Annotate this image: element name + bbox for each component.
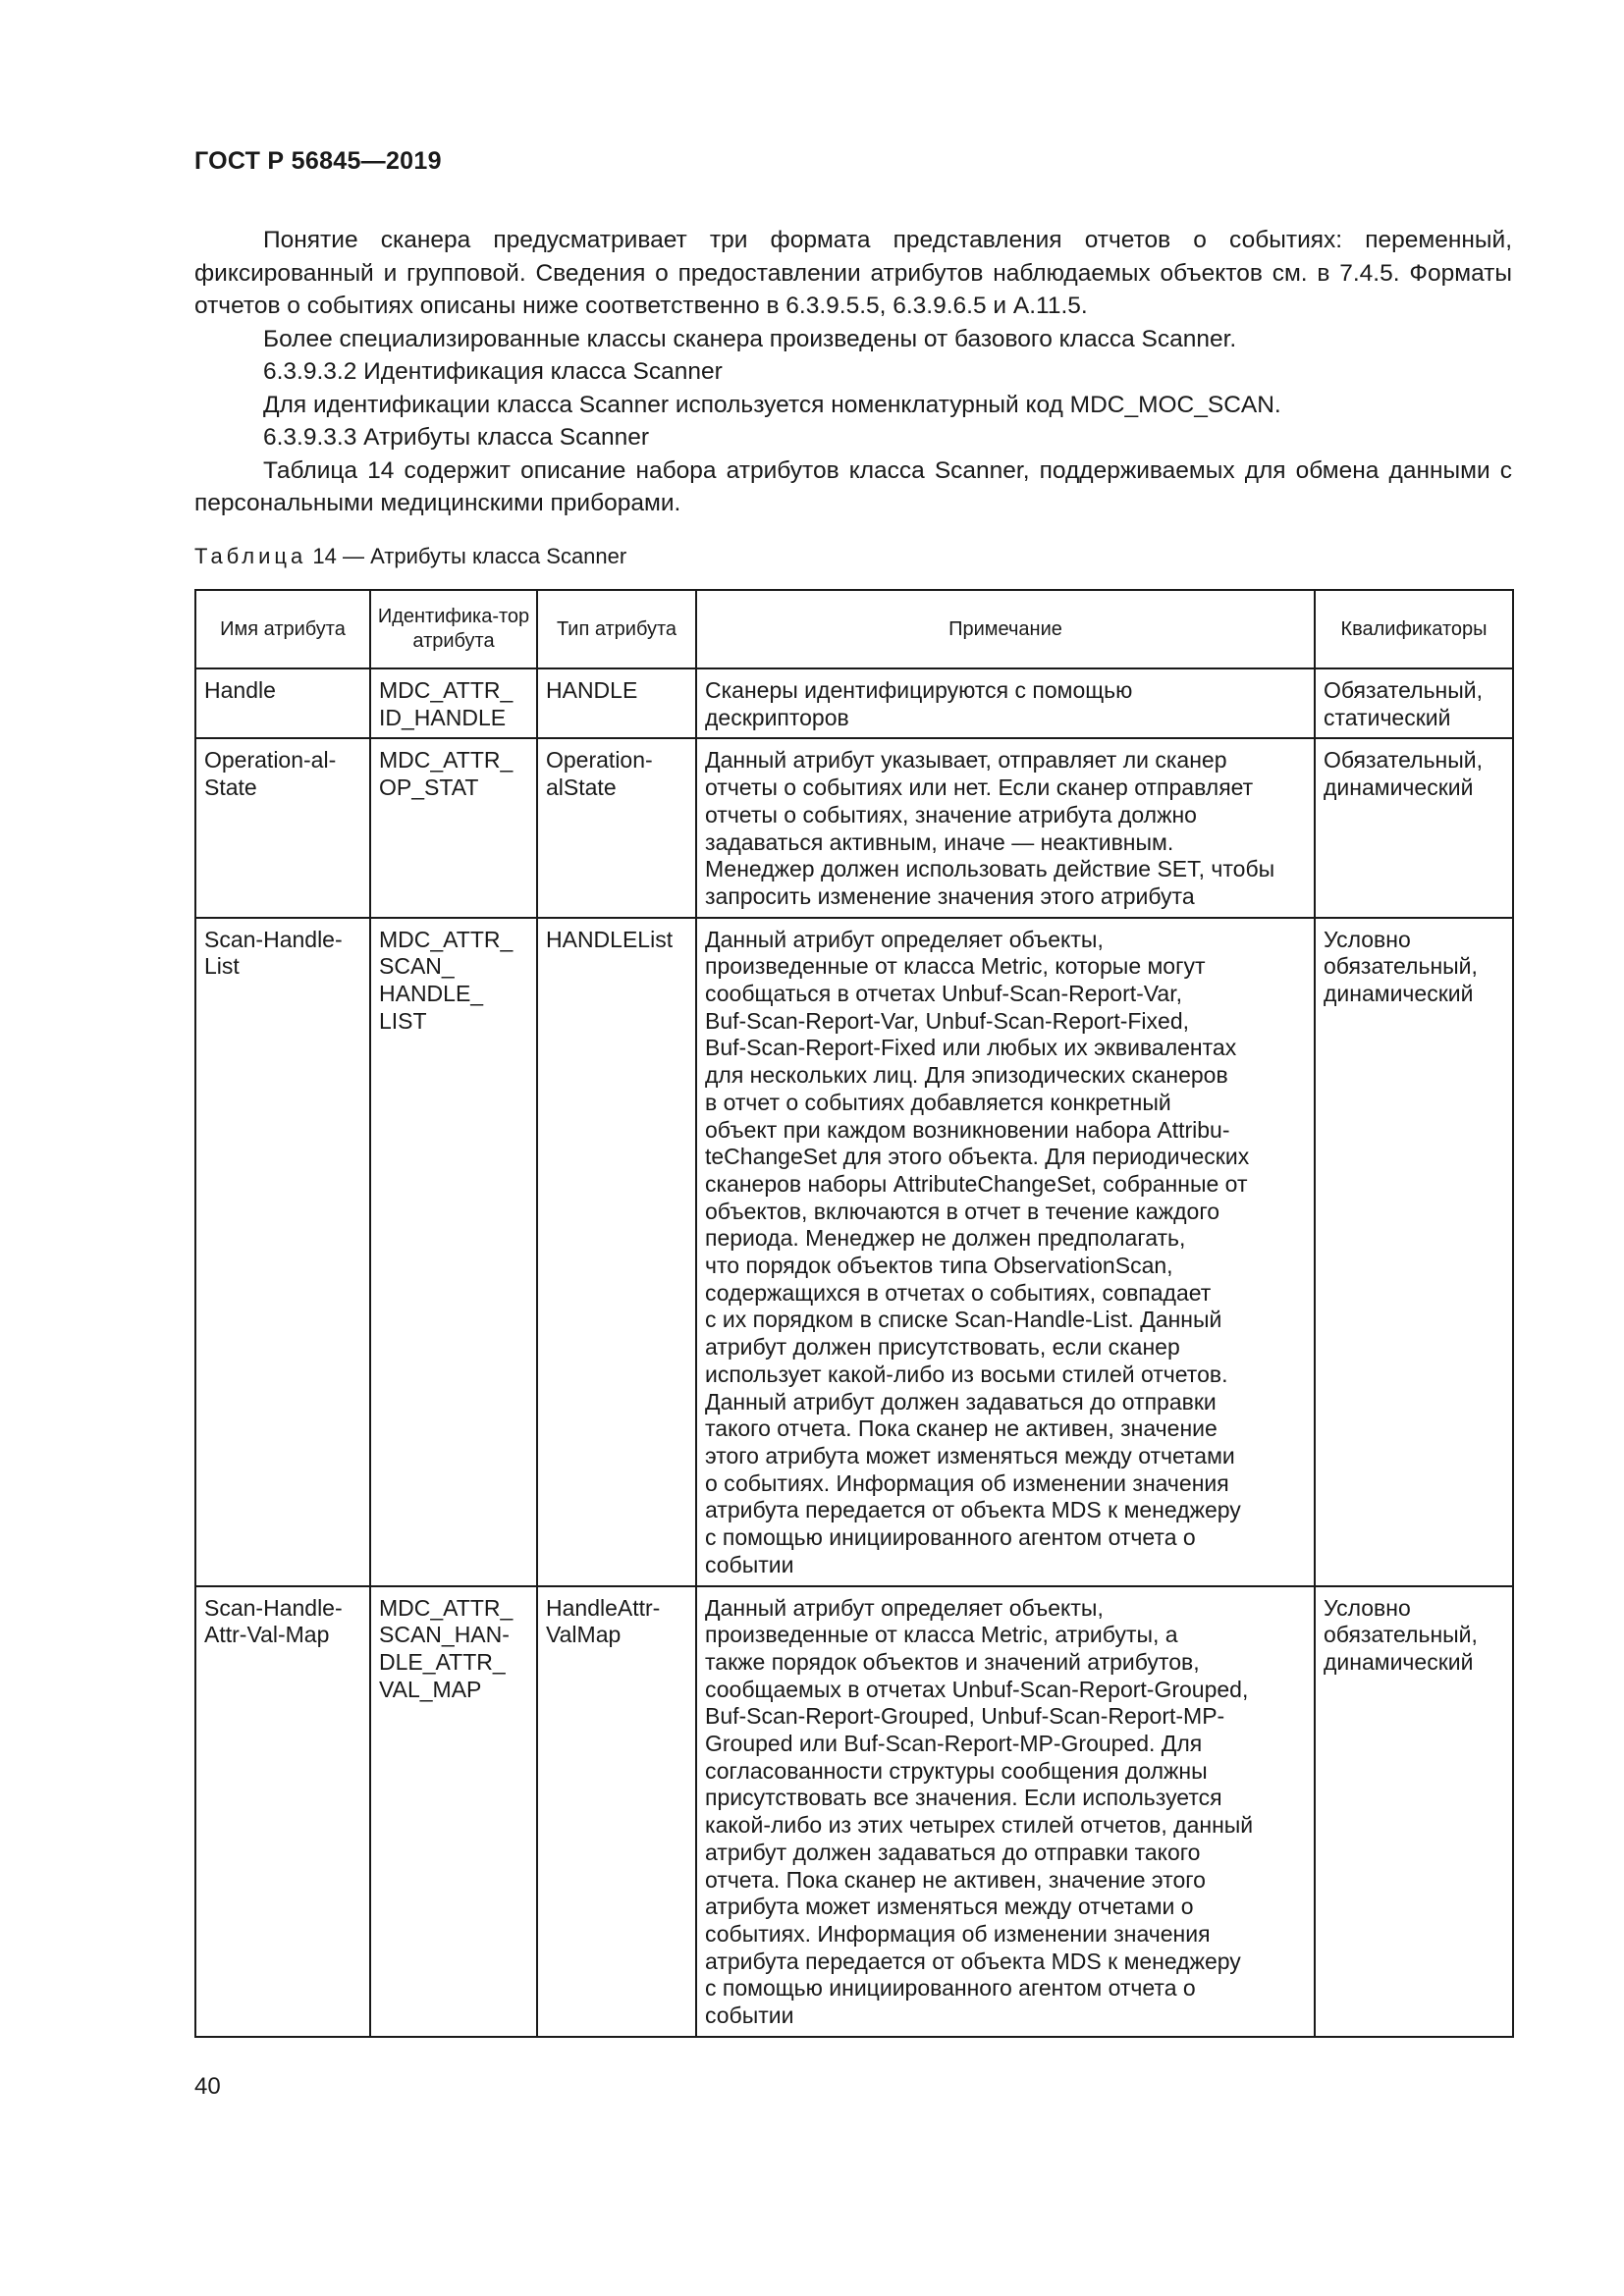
note-line: присутствовать все значения. Если используется bbox=[705, 1785, 1222, 1811]
note-line: объектов, включаются в отчет в течение каждого bbox=[705, 1198, 1220, 1224]
note-line: Данный атрибут определяет объекты, bbox=[705, 1594, 1104, 1621]
note-line: такого отчета. Пока сканер не активен, значение bbox=[705, 1415, 1218, 1442]
cell-qualifiers: Обязательный, динамический bbox=[1315, 738, 1513, 917]
note-line: отчеты о событиях или нет. Если сканер отправляет bbox=[705, 774, 1254, 801]
cell-note bbox=[696, 668, 1315, 738]
table-body bbox=[195, 668, 1513, 2037]
note-line: Buf-Scan-Report-Var, Unbuf-Scan-Report-Fixed, bbox=[705, 1007, 1189, 1034]
note-line: произведенные от класса Metric, атрибуты, а bbox=[705, 1622, 1178, 1648]
cell-note bbox=[696, 918, 1315, 1586]
attributes-table bbox=[194, 589, 1514, 2038]
note-line: произведенные от класса Metric, которые могут bbox=[705, 953, 1206, 980]
cell-attribute-name: Operation-al-State bbox=[195, 738, 370, 917]
cell-attribute-name: Handle bbox=[195, 668, 370, 738]
note-line: объект при каждом возникновении набора Attribu- bbox=[705, 1116, 1230, 1143]
table-header-row bbox=[195, 590, 1513, 668]
body-text bbox=[194, 224, 1512, 520]
note-line: с помощью инициированного агентом отчета о bbox=[705, 1524, 1196, 1551]
note-line: для нескольких лиц. Для эпизодических сканеров bbox=[705, 1062, 1228, 1089]
note-line: событиях. Информация об изменении значения bbox=[705, 1920, 1211, 1947]
note-line: атрибута может изменяться между отчетами о bbox=[705, 1894, 1194, 1920]
cell-attribute-type: Operation-alState bbox=[537, 738, 696, 917]
cell-attribute-type: HandleAttr-ValMap bbox=[537, 1586, 696, 2037]
note-line: teChangeSet для этого объекта. Для периодических bbox=[705, 1144, 1250, 1170]
note-line: событии bbox=[705, 2002, 794, 2029]
table-caption-label: Таблица bbox=[194, 544, 307, 568]
note-line: содержащихся в отчетах о событиях, совпадает bbox=[705, 1279, 1212, 1306]
note-line: также порядок объектов и значений атрибутов, bbox=[705, 1648, 1200, 1675]
note-line: отчеты о событиях, значение атрибута должно bbox=[705, 801, 1197, 828]
cell-attribute-name: Scan-Handle-Attr-Val-Map bbox=[195, 1586, 370, 2037]
note-line: атрибута передается от объекта MDS к менеджеру bbox=[705, 1497, 1241, 1523]
note-line: дескрипторов bbox=[705, 704, 849, 730]
cell-note bbox=[696, 1586, 1315, 2037]
note-line: Grouped или Buf-Scan-Report-MP-Grouped. Для bbox=[705, 1731, 1203, 1757]
note-line: Buf-Scan-Report-Grouped, Unbuf-Scan-Report-MP- bbox=[705, 1703, 1225, 1730]
note-line: с помощью инициированного агентом отчета о bbox=[705, 1975, 1196, 2002]
table-row bbox=[195, 1586, 1513, 2037]
note-line: событии bbox=[705, 1551, 794, 1577]
note-line: согласованности структуры сообщения должны bbox=[705, 1757, 1208, 1784]
note-line: атрибута передается от объекта MDS к менеджеру bbox=[705, 1948, 1241, 1974]
cell-attribute-id: MDC_ATTR_ SCAN_HAN-DLE_ATTR_ VAL_MAP bbox=[370, 1586, 537, 2037]
section-heading-class-identification: 6.3.9.3.2 Идентификация класса Scanner bbox=[263, 358, 723, 385]
cell-qualifiers: Обязательный, статический bbox=[1315, 668, 1513, 738]
note-line: Данный атрибут должен задаваться до отправки bbox=[705, 1388, 1217, 1415]
note-line: запросить изменение значения этого атрибута bbox=[705, 882, 1195, 909]
note-line: этого атрибута может изменяться между отчетами bbox=[705, 1442, 1235, 1468]
note-line: Менеджер должен использовать действие SET, чтобы bbox=[705, 856, 1275, 882]
note-line: в отчет о событиях добавляется конкретный bbox=[705, 1089, 1171, 1115]
header-qualifiers: Квалификаторы bbox=[1315, 590, 1513, 668]
note-line: атрибут должен задаваться до отправки такого bbox=[705, 1839, 1201, 1865]
paragraph-specialized-classes: Более специализированные классы сканера произведены от базового класса Scanner. bbox=[263, 325, 1237, 352]
note-line: что порядок объектов типа ObservationScan, bbox=[705, 1253, 1173, 1279]
note-line: Buf-Scan-Report-Fixed или любых их эквивалентах bbox=[705, 1035, 1237, 1061]
paragraph-nomenclature-code: Для идентификации класса Scanner используется номенклатурный код MDC_MOC_SCAN. bbox=[263, 391, 1281, 418]
header-attribute-type: Тип атрибута bbox=[537, 590, 696, 668]
header-attribute-id: Идентифика-тор атрибута bbox=[370, 590, 537, 668]
cell-qualifiers: Условно обязательный, динамический bbox=[1315, 1586, 1513, 2037]
paragraph-table-intro: Таблица 14 содержит описание набора атрибутов класса Scanner, поддерживаемых для обмена данными с персональными медицинскими приборами. bbox=[194, 456, 1512, 516]
table-caption-title: 14 — Атрибуты класса Scanner bbox=[306, 544, 627, 568]
cell-attribute-type: HANDLEList bbox=[537, 918, 696, 1586]
note-line: о событиях. Информация об изменении значения bbox=[705, 1469, 1229, 1496]
note-line: с их порядком в списке Scan-Handle-List. Данный bbox=[705, 1307, 1222, 1333]
note-line: использует какой-либо из восьми стилей отчетов. bbox=[705, 1361, 1228, 1387]
page-number: 40 bbox=[194, 2073, 221, 2100]
table-row bbox=[195, 668, 1513, 738]
cell-attribute-name: Scan-Handle-List bbox=[195, 918, 370, 1586]
cell-attribute-id: MDC_ATTR_ OP_STAT bbox=[370, 738, 537, 917]
cell-note bbox=[696, 738, 1315, 917]
note-line: Данный атрибут указывает, отправляет ли сканер bbox=[705, 747, 1227, 774]
cell-qualifiers: Условно обязательный, динамический bbox=[1315, 918, 1513, 1586]
note-line: задаваться активным, иначе — неактивным. bbox=[705, 828, 1174, 855]
section-heading-class-attributes: 6.3.9.3.3 Атрибуты класса Scanner bbox=[263, 424, 649, 451]
note-line: Сканеры идентифицируются с помощью bbox=[705, 677, 1133, 703]
note-line: какой-либо из этих четырех стилей отчетов, данный bbox=[705, 1812, 1254, 1839]
cell-attribute-id: MDC_ATTR_ SCAN_ HANDLE_ LIST bbox=[370, 918, 537, 1586]
note-line: сканеров наборы AttributeChangeSet, собранные от bbox=[705, 1170, 1248, 1197]
cell-attribute-type: HANDLE bbox=[537, 668, 696, 738]
paragraph-report-formats: Понятие сканера предусматривает три формата представления отчетов о событиях: переменный, фиксированный и групповой. Сведения о предоставлении атрибутов наблюдаемых объектов см. в 7.4.5. Форматы отчетов о событиях описаны ниже соответственно в 6.3.9.5.5, 6.3.9.6.5 и А.11.5. bbox=[194, 227, 1512, 319]
header-note: Примечание bbox=[696, 590, 1315, 668]
note-line: отчета. Пока сканер не активен, значение этого bbox=[705, 1866, 1206, 1893]
document-id-header: ГОСТ Р 56845—2019 bbox=[194, 147, 442, 175]
note-line: атрибут должен присутствовать, если сканер bbox=[705, 1334, 1180, 1361]
header-attribute-name: Имя атрибута bbox=[195, 590, 370, 668]
table-caption bbox=[194, 544, 626, 569]
note-line: периода. Менеджер не должен предполагать, bbox=[705, 1225, 1186, 1252]
note-line: сообщаться в отчетах Unbuf-Scan-Report-Var, bbox=[705, 981, 1182, 1007]
note-line: Данный атрибут определяет объекты, bbox=[705, 926, 1104, 952]
note-line: сообщаемых в отчетах Unbuf-Scan-Report-Grouped, bbox=[705, 1676, 1249, 1702]
table-row bbox=[195, 738, 1513, 917]
table-row bbox=[195, 918, 1513, 1586]
cell-attribute-id: MDC_ATTR_ ID_HANDLE bbox=[370, 668, 537, 738]
